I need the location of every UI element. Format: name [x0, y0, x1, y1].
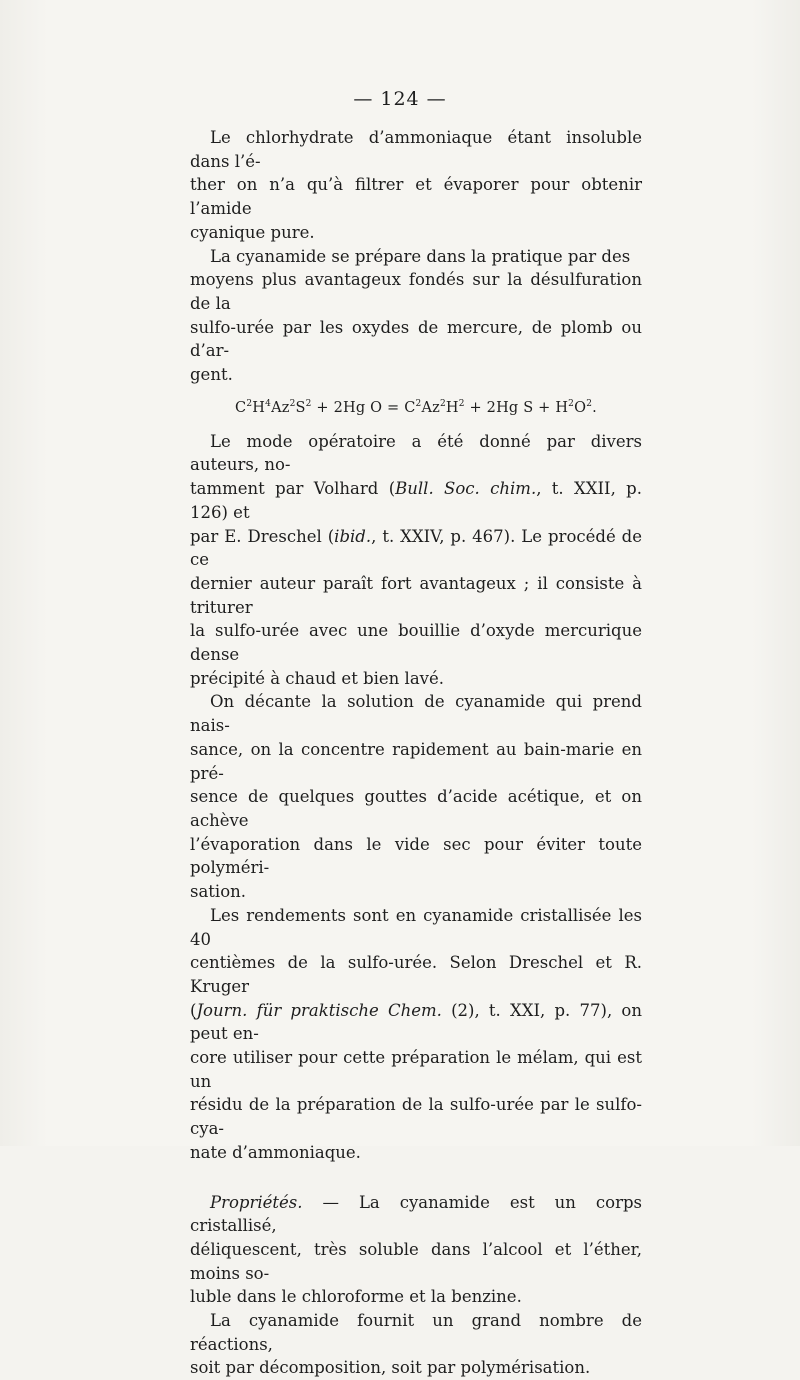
paragraph-5: Les rendements sont en cyanamide cristallisée les 40 centièmes de la sulfo-urée. Selon Dreschel et R. Kruger (Journ. für praktische Chem. (2), t. XXI, p. 77), on peut en- core utiliser pour cette préparation le mélam, qui est un résidu de la préparation de la sulfo-urée par le sulfo-cya- nate d’ammoniaque.: [190, 905, 642, 1162]
paragraph-4: [190, 690, 642, 903]
text-line: nate d’ammoniaque.: [190, 1142, 361, 1162]
text-line: Le chlorhydrate d’ammoniaque étant insoluble dans l’é-: [190, 128, 642, 171]
chemical-equation: $C^2H^4Az^2S^2 + 2Hg$ $O = C^2Az^2H^2 + 2Hg$ $S + H^2O^2$.: [235, 398, 597, 416]
text-line: la sulfo-urée avec une bouillie d’oxyde mercurique dense: [190, 621, 642, 665]
text-line: centièmes de la sulfo-urée. Selon Dreschel et R. Kruger: [190, 953, 642, 996]
page-number: — 124 —: [353, 88, 447, 110]
text-line: core utiliser pour cette préparation le mélam, qui est un: [190, 1048, 642, 1091]
text-line: l’évaporation dans le vide sec pour éviter toute polyméri-: [190, 834, 642, 878]
paragraph-1: [190, 126, 642, 245]
citation-ibid: ibid.: [334, 526, 372, 546]
text-line: sance, on la concentre rapidement au bain-marie en pré-: [190, 739, 642, 783]
text-line: La cyanamide se prépare dans la pratique par des: [210, 246, 631, 266]
paragraph-3: Le mode opératoire a été donné par divers auteurs, no- tamment par Volhard (Bull. Soc. chim., t. XXII, p. 126) et par E. Dreschel (ibid., t. XXIV, p. 467). Le procédé de ce dernier auteur paraît fort avantageux ; il consiste à triturer la sulfo-urée avec une bouillie d’oxyde mercurique dense précipité à chaud et bien lavé.: [190, 431, 642, 688]
text-line: précipité à chaud et bien lavé.: [190, 668, 444, 688]
citation-journal: Journ. für praktische Chem.: [196, 1000, 442, 1020]
text-line: luble dans le chloroforme et la benzine.: [190, 1287, 522, 1307]
text-line: La cyanamide fournit un grand nombre de réactions,: [190, 1311, 642, 1354]
paragraph-properties: Propriétés. — La cyanamide est un corps cristallisé, déliquescent, très soluble dans l’alcool et l’éther, moins so- luble dans le chloroforme et la benzine.: [190, 1192, 642, 1307]
citation-journal: Bull. Soc. chim.: [395, 479, 537, 499]
text-line: cyanique pure.: [190, 222, 315, 242]
text-line: soit par décomposition, soit par polymérisation.: [190, 1358, 591, 1378]
text-line: moyens plus avantageux fondés sur la désulfuration de la: [190, 270, 642, 313]
text-line: ther on n’a qu’à filtrer et évaporer pour obtenir l’amide: [190, 175, 642, 219]
text-line: résidu de la préparation de la sulfo-urée par le sulfo-cya-: [190, 1095, 642, 1139]
text-line: Le mode opératoire a été donné par divers auteurs, no-: [190, 431, 642, 475]
paragraph-2: [190, 245, 642, 387]
text-line: déliquescent, très soluble dans l’alcool et l’éther, moins so-: [190, 1239, 642, 1283]
section-label: Propriétés.: [210, 1192, 303, 1212]
paragraph-7: [190, 1309, 642, 1380]
body-text: [190, 126, 642, 1380]
text-line: dernier auteur paraît fort avantageux ; il consiste à triturer: [190, 573, 642, 617]
text-line: Les rendements sont en cyanamide cristallisée les 40: [190, 905, 642, 949]
text-line: sation.: [190, 882, 247, 902]
text-line: sence de quelques gouttes d’acide acétique, et on achève: [190, 787, 642, 830]
text-line: sulfo-urée par les oxydes de mercure, de plomb ou d’ar-: [190, 317, 642, 361]
section-gap: [190, 1165, 642, 1191]
text-line: On décante la solution de cyanamide qui prend nais-: [190, 692, 642, 736]
text-line: gent.: [190, 365, 233, 385]
